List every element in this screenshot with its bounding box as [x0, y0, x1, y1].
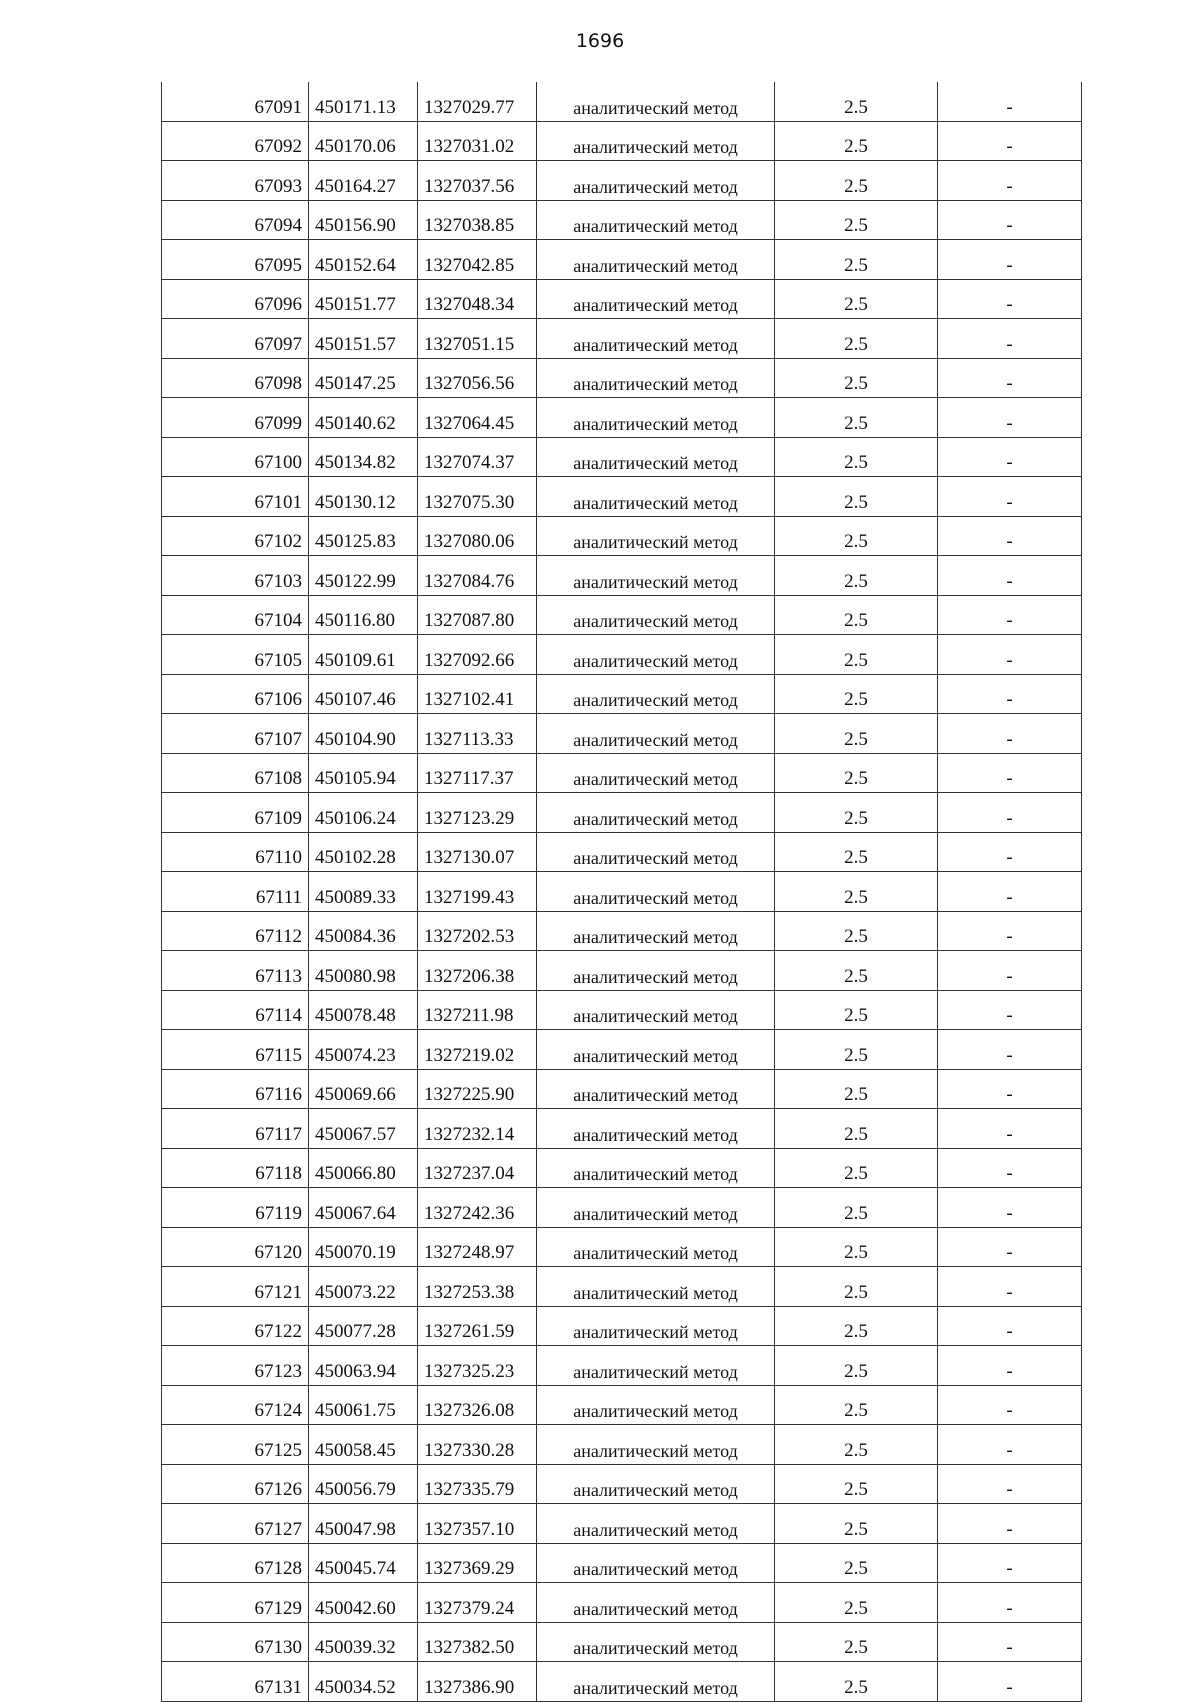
note-cell: - [938, 1583, 1082, 1623]
accuracy-cell: 2.5 [775, 1583, 938, 1623]
point-number-cell: 67096 [162, 279, 309, 319]
x-coordinate-cell: 450084.36 [309, 911, 418, 951]
table-row [162, 1346, 1082, 1386]
y-coordinate-cell: 1327075.30 [418, 477, 537, 517]
accuracy-cell: 2.5 [775, 358, 938, 398]
accuracy-cell: 2.5 [775, 1306, 938, 1346]
method-cell: аналитический метод [537, 1464, 775, 1504]
y-coordinate-cell: 1327102.41 [418, 674, 537, 714]
y-coordinate-cell: 1327382.50 [418, 1622, 537, 1662]
note-cell: - [938, 279, 1082, 319]
point-number-cell: 67127 [162, 1504, 309, 1544]
accuracy-cell: 2.5 [775, 911, 938, 951]
accuracy-cell: 2.5 [775, 319, 938, 359]
point-number-cell: 67116 [162, 1069, 309, 1109]
y-coordinate-cell: 1327074.37 [418, 437, 537, 477]
method-cell: аналитический метод [537, 1583, 775, 1623]
x-coordinate-cell: 450039.32 [309, 1622, 418, 1662]
x-coordinate-cell: 450147.25 [309, 358, 418, 398]
point-number-cell: 67126 [162, 1464, 309, 1504]
table-row [162, 1148, 1082, 1188]
x-coordinate-cell: 450067.64 [309, 1188, 418, 1228]
note-cell: - [938, 595, 1082, 635]
point-number-cell: 67129 [162, 1583, 309, 1623]
method-cell: аналитический метод [537, 82, 775, 121]
point-number-cell: 67124 [162, 1385, 309, 1425]
x-coordinate-cell: 450164.27 [309, 161, 418, 201]
method-cell: аналитический метод [537, 358, 775, 398]
y-coordinate-cell: 1327092.66 [418, 635, 537, 675]
x-coordinate-cell: 450107.46 [309, 674, 418, 714]
accuracy-cell: 2.5 [775, 82, 938, 121]
y-coordinate-cell: 1327087.80 [418, 595, 537, 635]
accuracy-cell: 2.5 [775, 1148, 938, 1188]
x-coordinate-cell: 450125.83 [309, 516, 418, 556]
table-row [162, 121, 1082, 161]
accuracy-cell: 2.5 [775, 1504, 938, 1544]
table-row [162, 714, 1082, 754]
method-cell: аналитический метод [537, 398, 775, 438]
y-coordinate-cell: 1327386.90 [418, 1662, 537, 1702]
note-cell: - [938, 1385, 1082, 1425]
method-cell: аналитический метод [537, 1504, 775, 1544]
y-coordinate-cell: 1327325.23 [418, 1346, 537, 1386]
y-coordinate-cell: 1327225.90 [418, 1069, 537, 1109]
note-cell: - [938, 832, 1082, 872]
note-cell: - [938, 121, 1082, 161]
method-cell: аналитический метод [537, 793, 775, 833]
point-number-cell: 67099 [162, 398, 309, 438]
point-number-cell: 67110 [162, 832, 309, 872]
y-coordinate-cell: 1327330.28 [418, 1425, 537, 1465]
table-row [162, 793, 1082, 833]
x-coordinate-cell: 450106.24 [309, 793, 418, 833]
note-cell: - [938, 398, 1082, 438]
accuracy-cell: 2.5 [775, 595, 938, 635]
point-number-cell: 67094 [162, 200, 309, 240]
note-cell: - [938, 161, 1082, 201]
table-row [162, 437, 1082, 477]
table-row [162, 872, 1082, 912]
point-number-cell: 67122 [162, 1306, 309, 1346]
note-cell: - [938, 753, 1082, 793]
table-row [162, 1069, 1082, 1109]
method-cell: аналитический метод [537, 279, 775, 319]
y-coordinate-cell: 1327219.02 [418, 1030, 537, 1070]
method-cell: аналитический метод [537, 1306, 775, 1346]
method-cell: аналитический метод [537, 319, 775, 359]
accuracy-cell: 2.5 [775, 240, 938, 280]
table-row [162, 832, 1082, 872]
method-cell: аналитический метод [537, 240, 775, 280]
y-coordinate-cell: 1327335.79 [418, 1464, 537, 1504]
point-number-cell: 67131 [162, 1662, 309, 1702]
method-cell: аналитический метод [537, 1069, 775, 1109]
x-coordinate-cell: 450063.94 [309, 1346, 418, 1386]
x-coordinate-cell: 450134.82 [309, 437, 418, 477]
point-number-cell: 67119 [162, 1188, 309, 1228]
y-coordinate-cell: 1327037.56 [418, 161, 537, 201]
table-row [162, 674, 1082, 714]
note-cell: - [938, 1267, 1082, 1307]
note-cell: - [938, 674, 1082, 714]
point-number-cell: 67095 [162, 240, 309, 280]
point-number-cell: 67117 [162, 1109, 309, 1149]
method-cell: аналитический метод [537, 872, 775, 912]
accuracy-cell: 2.5 [775, 832, 938, 872]
point-number-cell: 67106 [162, 674, 309, 714]
y-coordinate-cell: 1327084.76 [418, 556, 537, 596]
method-cell: аналитический метод [537, 1148, 775, 1188]
point-number-cell: 67100 [162, 437, 309, 477]
y-coordinate-cell: 1327080.06 [418, 516, 537, 556]
table-row [162, 240, 1082, 280]
point-number-cell: 67128 [162, 1543, 309, 1583]
accuracy-cell: 2.5 [775, 161, 938, 201]
point-number-cell: 67125 [162, 1425, 309, 1465]
method-cell: аналитический метод [537, 1622, 775, 1662]
method-cell: аналитический метод [537, 753, 775, 793]
accuracy-cell: 2.5 [775, 556, 938, 596]
y-coordinate-cell: 1327326.08 [418, 1385, 537, 1425]
point-number-cell: 67111 [162, 872, 309, 912]
x-coordinate-cell: 450056.79 [309, 1464, 418, 1504]
y-coordinate-cell: 1327056.56 [418, 358, 537, 398]
note-cell: - [938, 1504, 1082, 1544]
method-cell: аналитический метод [537, 556, 775, 596]
x-coordinate-cell: 450104.90 [309, 714, 418, 754]
x-coordinate-cell: 450089.33 [309, 872, 418, 912]
note-cell: - [938, 793, 1082, 833]
method-cell: аналитический метод [537, 1227, 775, 1267]
point-number-cell: 67092 [162, 121, 309, 161]
accuracy-cell: 2.5 [775, 753, 938, 793]
table-row [162, 1109, 1082, 1149]
accuracy-cell: 2.5 [775, 1267, 938, 1307]
method-cell: аналитический метод [537, 832, 775, 872]
point-number-cell: 67101 [162, 477, 309, 517]
accuracy-cell: 2.5 [775, 1069, 938, 1109]
note-cell: - [938, 1464, 1082, 1504]
note-cell: - [938, 1109, 1082, 1149]
note-cell: - [938, 319, 1082, 359]
x-coordinate-cell: 450116.80 [309, 595, 418, 635]
note-cell: - [938, 477, 1082, 517]
x-coordinate-cell: 450102.28 [309, 832, 418, 872]
y-coordinate-cell: 1327261.59 [418, 1306, 537, 1346]
y-coordinate-cell: 1327211.98 [418, 990, 537, 1030]
y-coordinate-cell: 1327237.04 [418, 1148, 537, 1188]
table-row [162, 1385, 1082, 1425]
note-cell: - [938, 635, 1082, 675]
note-cell: - [938, 1543, 1082, 1583]
accuracy-cell: 2.5 [775, 279, 938, 319]
note-cell: - [938, 1346, 1082, 1386]
y-coordinate-cell: 1327113.33 [418, 714, 537, 754]
table-row [162, 358, 1082, 398]
y-coordinate-cell: 1327123.29 [418, 793, 537, 833]
point-number-cell: 67091 [162, 82, 309, 121]
x-coordinate-cell: 450067.57 [309, 1109, 418, 1149]
method-cell: аналитический метод [537, 1543, 775, 1583]
method-cell: аналитический метод [537, 200, 775, 240]
x-coordinate-cell: 450077.28 [309, 1306, 418, 1346]
method-cell: аналитический метод [537, 911, 775, 951]
coordinates-table [161, 82, 1082, 1702]
y-coordinate-cell: 1327117.37 [418, 753, 537, 793]
point-number-cell: 67118 [162, 1148, 309, 1188]
accuracy-cell: 2.5 [775, 1227, 938, 1267]
note-cell: - [938, 1069, 1082, 1109]
y-coordinate-cell: 1327253.38 [418, 1267, 537, 1307]
x-coordinate-cell: 450074.23 [309, 1030, 418, 1070]
table-row [162, 1425, 1082, 1465]
x-coordinate-cell: 450140.62 [309, 398, 418, 438]
x-coordinate-cell: 450034.52 [309, 1662, 418, 1702]
y-coordinate-cell: 1327206.38 [418, 951, 537, 991]
accuracy-cell: 2.5 [775, 1385, 938, 1425]
note-cell: - [938, 556, 1082, 596]
x-coordinate-cell: 450042.60 [309, 1583, 418, 1623]
point-number-cell: 67108 [162, 753, 309, 793]
note-cell: - [938, 437, 1082, 477]
accuracy-cell: 2.5 [775, 674, 938, 714]
x-coordinate-cell: 450105.94 [309, 753, 418, 793]
y-coordinate-cell: 1327379.24 [418, 1583, 537, 1623]
table-row [162, 1622, 1082, 1662]
table-row [162, 516, 1082, 556]
x-coordinate-cell: 450078.48 [309, 990, 418, 1030]
y-coordinate-cell: 1327031.02 [418, 121, 537, 161]
accuracy-cell: 2.5 [775, 1425, 938, 1465]
point-number-cell: 67121 [162, 1267, 309, 1307]
x-coordinate-cell: 450070.19 [309, 1227, 418, 1267]
y-coordinate-cell: 1327064.45 [418, 398, 537, 438]
point-number-cell: 67120 [162, 1227, 309, 1267]
method-cell: аналитический метод [537, 1267, 775, 1307]
y-coordinate-cell: 1327357.10 [418, 1504, 537, 1544]
table-row [162, 279, 1082, 319]
y-coordinate-cell: 1327199.43 [418, 872, 537, 912]
note-cell: - [938, 82, 1082, 121]
x-coordinate-cell: 450130.12 [309, 477, 418, 517]
point-number-cell: 67112 [162, 911, 309, 951]
y-coordinate-cell: 1327248.97 [418, 1227, 537, 1267]
accuracy-cell: 2.5 [775, 990, 938, 1030]
method-cell: аналитический метод [537, 437, 775, 477]
point-number-cell: 67109 [162, 793, 309, 833]
accuracy-cell: 2.5 [775, 1543, 938, 1583]
y-coordinate-cell: 1327048.34 [418, 279, 537, 319]
y-coordinate-cell: 1327202.53 [418, 911, 537, 951]
accuracy-cell: 2.5 [775, 1622, 938, 1662]
y-coordinate-cell: 1327051.15 [418, 319, 537, 359]
note-cell: - [938, 990, 1082, 1030]
note-cell: - [938, 951, 1082, 991]
point-number-cell: 67114 [162, 990, 309, 1030]
table-row [162, 753, 1082, 793]
point-number-cell: 67107 [162, 714, 309, 754]
accuracy-cell: 2.5 [775, 635, 938, 675]
table-row [162, 1030, 1082, 1070]
accuracy-cell: 2.5 [775, 200, 938, 240]
note-cell: - [938, 1148, 1082, 1188]
x-coordinate-cell: 450156.90 [309, 200, 418, 240]
accuracy-cell: 2.5 [775, 714, 938, 754]
accuracy-cell: 2.5 [775, 872, 938, 912]
y-coordinate-cell: 1327029.77 [418, 82, 537, 121]
table-row [162, 1464, 1082, 1504]
table-row [162, 161, 1082, 201]
table-row [162, 1504, 1082, 1544]
table-row [162, 1306, 1082, 1346]
table-row [162, 1188, 1082, 1228]
note-cell: - [938, 240, 1082, 280]
note-cell: - [938, 1622, 1082, 1662]
page-number: 1696 [575, 30, 625, 52]
y-coordinate-cell: 1327242.36 [418, 1188, 537, 1228]
accuracy-cell: 2.5 [775, 437, 938, 477]
table-row [162, 200, 1082, 240]
point-number-cell: 67115 [162, 1030, 309, 1070]
table-row [162, 1662, 1082, 1702]
table-row [162, 319, 1082, 359]
method-cell: аналитический метод [537, 595, 775, 635]
table-row [162, 556, 1082, 596]
table-row [162, 1227, 1082, 1267]
coordinates-table-body [162, 82, 1082, 1701]
point-number-cell: 67093 [162, 161, 309, 201]
table-row [162, 1543, 1082, 1583]
accuracy-cell: 2.5 [775, 1464, 938, 1504]
accuracy-cell: 2.5 [775, 516, 938, 556]
x-coordinate-cell: 450047.98 [309, 1504, 418, 1544]
accuracy-cell: 2.5 [775, 1346, 938, 1386]
table-row [162, 1267, 1082, 1307]
method-cell: аналитический метод [537, 951, 775, 991]
note-cell: - [938, 200, 1082, 240]
method-cell: аналитический метод [537, 714, 775, 754]
note-cell: - [938, 1425, 1082, 1465]
method-cell: аналитический метод [537, 635, 775, 675]
accuracy-cell: 2.5 [775, 398, 938, 438]
method-cell: аналитический метод [537, 1385, 775, 1425]
note-cell: - [938, 1030, 1082, 1070]
point-number-cell: 67098 [162, 358, 309, 398]
note-cell: - [938, 872, 1082, 912]
x-coordinate-cell: 450061.75 [309, 1385, 418, 1425]
accuracy-cell: 2.5 [775, 793, 938, 833]
point-number-cell: 67113 [162, 951, 309, 991]
y-coordinate-cell: 1327038.85 [418, 200, 537, 240]
note-cell: - [938, 516, 1082, 556]
method-cell: аналитический метод [537, 1662, 775, 1702]
table-row [162, 1583, 1082, 1623]
method-cell: аналитический метод [537, 1346, 775, 1386]
accuracy-cell: 2.5 [775, 477, 938, 517]
note-cell: - [938, 911, 1082, 951]
x-coordinate-cell: 450122.99 [309, 556, 418, 596]
note-cell: - [938, 1662, 1082, 1702]
method-cell: аналитический метод [537, 1188, 775, 1228]
point-number-cell: 67130 [162, 1622, 309, 1662]
note-cell: - [938, 358, 1082, 398]
x-coordinate-cell: 450069.66 [309, 1069, 418, 1109]
x-coordinate-cell: 450058.45 [309, 1425, 418, 1465]
x-coordinate-cell: 450080.98 [309, 951, 418, 991]
method-cell: аналитический метод [537, 516, 775, 556]
x-coordinate-cell: 450151.57 [309, 319, 418, 359]
method-cell: аналитический метод [537, 990, 775, 1030]
table-row [162, 990, 1082, 1030]
x-coordinate-cell: 450171.13 [309, 82, 418, 121]
method-cell: аналитический метод [537, 477, 775, 517]
table-row [162, 951, 1082, 991]
accuracy-cell: 2.5 [775, 121, 938, 161]
method-cell: аналитический метод [537, 1030, 775, 1070]
accuracy-cell: 2.5 [775, 951, 938, 991]
x-coordinate-cell: 450073.22 [309, 1267, 418, 1307]
accuracy-cell: 2.5 [775, 1030, 938, 1070]
x-coordinate-cell: 450066.80 [309, 1148, 418, 1188]
x-coordinate-cell: 450152.64 [309, 240, 418, 280]
note-cell: - [938, 1306, 1082, 1346]
y-coordinate-cell: 1327042.85 [418, 240, 537, 280]
point-number-cell: 67103 [162, 556, 309, 596]
table-row [162, 477, 1082, 517]
method-cell: аналитический метод [537, 1425, 775, 1465]
table-row [162, 911, 1082, 951]
accuracy-cell: 2.5 [775, 1662, 938, 1702]
x-coordinate-cell: 450109.61 [309, 635, 418, 675]
method-cell: аналитический метод [537, 121, 775, 161]
y-coordinate-cell: 1327130.07 [418, 832, 537, 872]
table-row [162, 635, 1082, 675]
x-coordinate-cell: 450151.77 [309, 279, 418, 319]
method-cell: аналитический метод [537, 1109, 775, 1149]
table-row [162, 595, 1082, 635]
table-row [162, 398, 1082, 438]
x-coordinate-cell: 450170.06 [309, 121, 418, 161]
point-number-cell: 67102 [162, 516, 309, 556]
accuracy-cell: 2.5 [775, 1109, 938, 1149]
note-cell: - [938, 1227, 1082, 1267]
table-row [162, 82, 1082, 121]
accuracy-cell: 2.5 [775, 1188, 938, 1228]
point-number-cell: 67105 [162, 635, 309, 675]
method-cell: аналитический метод [537, 674, 775, 714]
point-number-cell: 67097 [162, 319, 309, 359]
note-cell: - [938, 1188, 1082, 1228]
point-number-cell: 67104 [162, 595, 309, 635]
x-coordinate-cell: 450045.74 [309, 1543, 418, 1583]
y-coordinate-cell: 1327232.14 [418, 1109, 537, 1149]
note-cell: - [938, 714, 1082, 754]
method-cell: аналитический метод [537, 161, 775, 201]
y-coordinate-cell: 1327369.29 [418, 1543, 537, 1583]
point-number-cell: 67123 [162, 1346, 309, 1386]
